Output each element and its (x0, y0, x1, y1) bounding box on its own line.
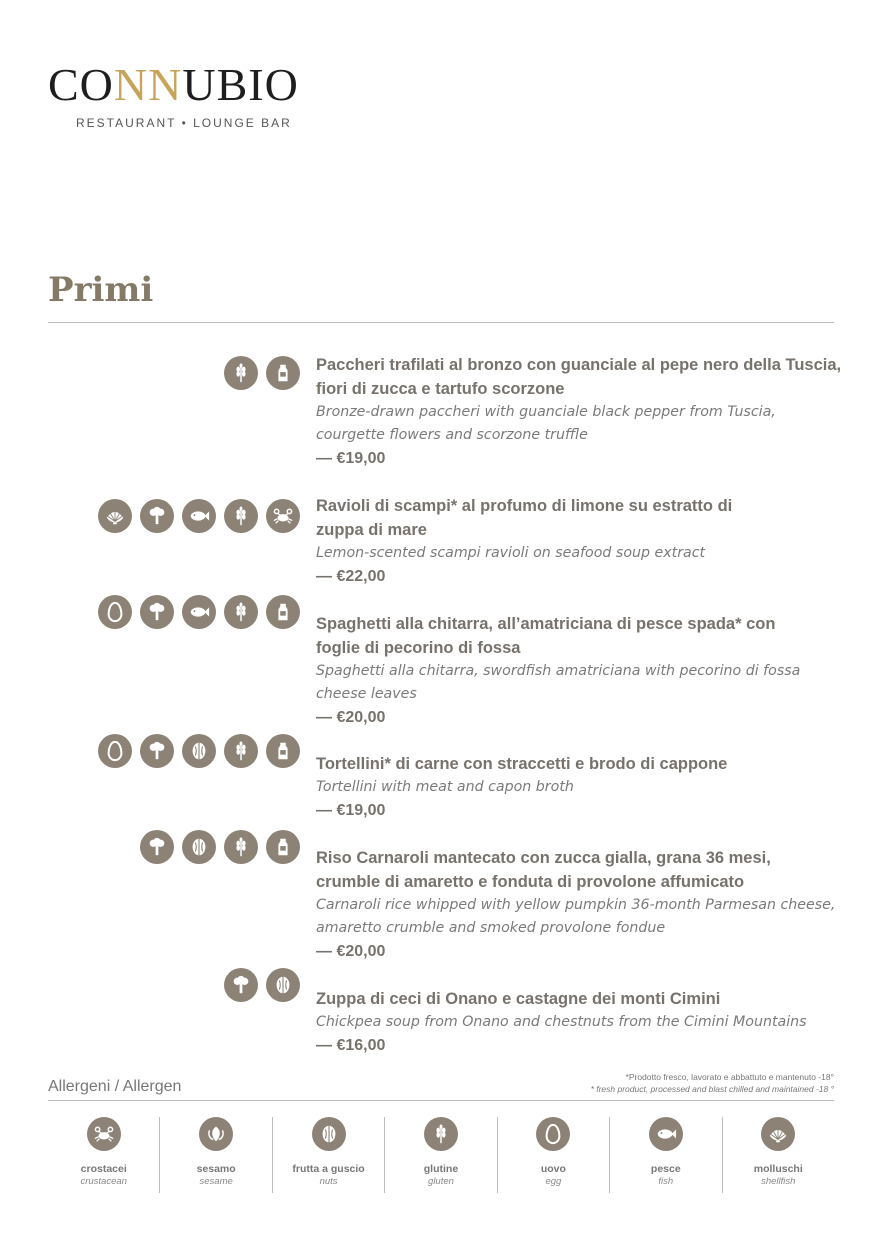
footnote-it: *Prodotto fresco, lavorato e abbattuto e mantenuto -18° (625, 1072, 834, 1082)
legend-label-en: gluten (428, 1176, 454, 1187)
dish-item (316, 987, 846, 1058)
dish-price: — €19,00 (316, 450, 386, 467)
dish-allergen-icons (140, 830, 300, 864)
dish-price: — €19,00 (316, 802, 386, 819)
celery-icon (224, 968, 258, 1002)
legend-label-it: frutta a guscio (292, 1163, 365, 1175)
brand-tagline: RESTAURANT • LOUNGE BAR (76, 116, 292, 130)
gluten-icon (224, 734, 258, 768)
shellfish-icon (98, 499, 132, 533)
nuts-icon (266, 968, 300, 1002)
crustacean-icon (87, 1117, 121, 1151)
dish-allergen-icons (98, 595, 300, 629)
dish-allergen-icons (224, 968, 300, 1002)
shellfish-icon (761, 1117, 795, 1151)
dish-price: — €20,00 (316, 709, 386, 726)
dish-item (316, 846, 846, 964)
dish-item (316, 612, 846, 730)
dish-name-it: Paccheri trafilati al bronzo con guanciale al pepe nero della Tuscia, fiori di zucca e tartufo scorzone (316, 356, 842, 398)
footnotes (504, 1071, 834, 1095)
dish-name-en: Carnaroli rice whipped with yellow pumpkin 36-month Parmesan cheese, amaretto crumble and smoked provolone fondue (316, 897, 836, 936)
celery-icon (140, 499, 174, 533)
dish-name-it: Riso Carnaroli mantecato con zucca gialla, grana 36 mesi, crumble di amaretto e fonduta di provolone affumicato (316, 849, 771, 891)
dish-allergen-icons (98, 734, 300, 768)
legend-label-en: crustacean (80, 1176, 127, 1187)
legend-item (723, 1117, 834, 1193)
nuts-icon (182, 734, 216, 768)
milk-icon (266, 356, 300, 390)
brand-wordmark: CONNUBIO (48, 59, 299, 110)
allergens-title: Allergeni / Allergen (48, 1078, 182, 1095)
dish-item (316, 353, 846, 471)
dish-price: — €22,00 (316, 568, 386, 585)
gluten-icon (224, 830, 258, 864)
dish-name-en: Spaghetti alla chitarra, swordfish amatriciana with pecorino di fossa cheese leaves (316, 663, 801, 702)
gluten-icon (224, 356, 258, 390)
legend-label-it: pesce (650, 1163, 681, 1175)
allergens-divider (48, 1100, 834, 1101)
milk-icon (266, 734, 300, 768)
legend-item (160, 1117, 272, 1193)
fish-icon (182, 595, 216, 629)
gluten-icon (224, 595, 258, 629)
legend-label-en: nuts (319, 1176, 338, 1187)
gluten-icon (224, 499, 258, 533)
gluten-icon (424, 1117, 458, 1151)
crustacean-icon (266, 499, 300, 533)
dish-name-en: Lemon-scented scampi ravioli on seafood soup extract (316, 545, 706, 561)
legend-label-en: sesame (199, 1176, 233, 1187)
fish-icon (182, 499, 216, 533)
legend-label-en: shellfish (761, 1176, 796, 1187)
section-title: Primi (48, 270, 154, 310)
nuts-icon (182, 830, 216, 864)
dish-name-it: Ravioli di scampi* al profumo di limone su estratto di zuppa di mare (316, 497, 733, 539)
dish-name-it: Zuppa di ceci di Onano e castagne dei monti Cimini (316, 990, 721, 1008)
legend-label-it: sesamo (196, 1163, 236, 1175)
milk-icon (266, 830, 300, 864)
legend-item (48, 1117, 160, 1193)
dish-name-it: Spaghetti alla chitarra, all’amatriciana di pesce spada* con foglie di pecorino di fossa (316, 615, 776, 657)
dish-name-en: Bronze-drawn paccheri with guanciale black pepper from Tuscia, courgette flowers and scorzone truffle (316, 404, 776, 443)
legend-label-it: molluschi (753, 1163, 803, 1175)
dish-name-en: Tortellini with meat and capon broth (316, 779, 574, 795)
dish-price: — €20,00 (316, 943, 386, 960)
footnote-en: * fresh product, processed and blast chilled and maintained -18 ° (590, 1084, 834, 1094)
legend-label-it: glutine (423, 1163, 459, 1175)
brand-logo (48, 59, 308, 130)
nuts-icon (312, 1117, 346, 1151)
legend-label-en: fish (658, 1176, 674, 1187)
sesame-icon (199, 1117, 233, 1151)
legend-item (610, 1117, 722, 1193)
legend-label-it: uovo (540, 1163, 566, 1175)
dish-item (316, 494, 846, 589)
legend-label-it: crostacei (80, 1163, 127, 1175)
legend-item (385, 1117, 497, 1193)
egg-icon (536, 1117, 570, 1151)
celery-icon (140, 734, 174, 768)
milk-icon (266, 595, 300, 629)
dish-allergen-icons (98, 499, 300, 533)
celery-icon (140, 595, 174, 629)
legend-item (498, 1117, 610, 1193)
legend-label-en: egg (545, 1176, 562, 1187)
allergen-legend (48, 1117, 834, 1193)
section-divider (48, 322, 834, 323)
dish-price: — €16,00 (316, 1037, 386, 1054)
dish-item (316, 752, 846, 823)
dish-name-en: Chickpea soup from Onano and chestnuts from the Cimini Mountains (316, 1014, 807, 1030)
celery-icon (140, 830, 174, 864)
dish-allergen-icons (224, 356, 300, 390)
egg-icon (98, 595, 132, 629)
dish-name-it: Tortellini* di carne con straccetti e brodo di cappone (316, 755, 728, 773)
legend-item (273, 1117, 385, 1193)
egg-icon (98, 734, 132, 768)
fish-icon (649, 1117, 683, 1151)
